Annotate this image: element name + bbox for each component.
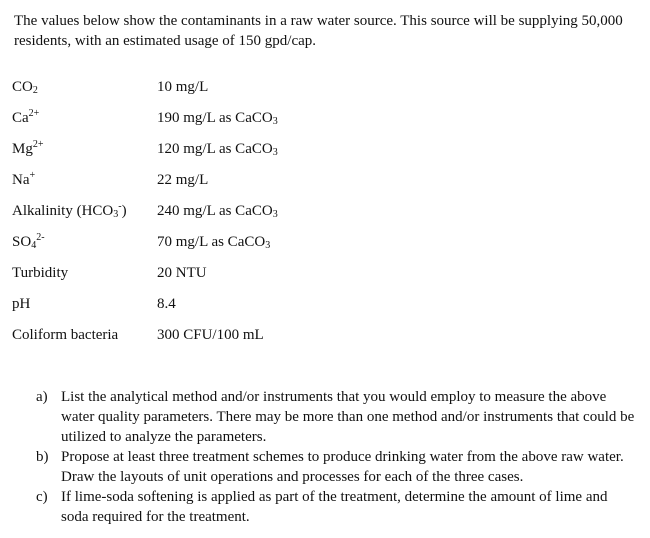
parameter-name-base: Mg: [12, 141, 33, 157]
parameter-name: [12, 108, 39, 128]
table-row: [12, 108, 412, 139]
parameter-name-tail: ): [121, 203, 127, 219]
parameter-value-main: 70 mg/L as CaCO: [157, 234, 266, 250]
question-marker: b): [36, 449, 49, 465]
parameter-value-main: 20 NTU: [157, 265, 207, 281]
parameter-value: [157, 294, 176, 314]
parameter-name-sup: -: [118, 201, 122, 212]
parameter-value: [157, 77, 208, 97]
question-list: [36, 387, 636, 527]
table-row: [12, 139, 412, 170]
parameter-name-sup: 2+: [28, 108, 40, 119]
parameter-value-sub: 3: [265, 240, 271, 251]
question-text: List the analytical method and/or instruments that you would employ to measure the above water quality parameters. There may be more than one method and/or instruments that could be utilized to analyze the parameters.: [61, 389, 635, 445]
parameter-value-main: 8.4: [157, 296, 176, 312]
intro-paragraph: The values below show the contaminants in a raw water source. This source will be supplying 50,000 residents, with an estimated usage of 150 gpd/cap.: [14, 13, 623, 49]
parameter-name: [12, 139, 43, 159]
parameter-value-main: 10 mg/L: [157, 79, 209, 95]
parameter-value: [157, 201, 278, 221]
parameter-name: [12, 325, 118, 345]
parameter-name-base: Na: [12, 172, 30, 188]
table-row: [12, 232, 412, 263]
parameter-name: [12, 232, 45, 252]
question-marker: a): [36, 389, 48, 405]
parameter-name: [12, 170, 35, 190]
contaminant-table: [12, 77, 412, 356]
parameter-name-base: Ca: [12, 110, 29, 126]
parameter-name-sup: +: [29, 170, 36, 181]
table-row: [12, 263, 412, 294]
parameter-name-sub: 2: [32, 85, 38, 96]
table-row: [12, 170, 412, 201]
parameter-value-main: 190 mg/L as CaCO: [157, 110, 273, 126]
parameter-name-base: CO: [12, 79, 33, 95]
parameter-value: [157, 263, 207, 283]
parameter-name: [12, 77, 38, 97]
table-row: [12, 77, 412, 108]
parameter-name-base: Alkalinity (HCO: [12, 203, 114, 219]
parameter-value: [157, 170, 208, 190]
parameter-name: [12, 294, 30, 314]
parameter-value-sub: 3: [272, 147, 278, 158]
parameter-value: [157, 139, 278, 159]
question-item: [36, 487, 636, 527]
question-item: [36, 387, 636, 447]
table-row: [12, 294, 412, 325]
parameter-name-sub: 3: [113, 209, 119, 220]
parameter-value-main: 240 mg/L as CaCO: [157, 203, 273, 219]
parameter-value: [157, 108, 278, 128]
parameter-value-sub: 3: [272, 116, 278, 127]
parameter-value-main: 120 mg/L as CaCO: [157, 141, 273, 157]
parameter-name-sup: 2-: [36, 232, 45, 243]
parameter-name: [12, 201, 127, 221]
parameter-value-main: 300 CFU/100 mL: [157, 327, 264, 343]
parameter-value-main: 22 mg/L: [157, 172, 209, 188]
parameter-name-base: pH: [12, 296, 31, 312]
parameter-name-base: SO: [12, 234, 32, 250]
parameter-value-sub: 3: [272, 209, 278, 220]
parameter-value: [157, 325, 264, 345]
parameter-name-sub: 4: [31, 240, 37, 251]
parameter-name: [12, 263, 68, 283]
question-item: [36, 447, 636, 487]
question-text: Propose at least three treatment schemes to produce drinking water from the above raw water. Draw the layouts of unit operations and processes for each of the three cases.: [61, 449, 624, 485]
table-row: [12, 201, 412, 232]
parameter-name-sup: 2+: [32, 139, 44, 150]
question-marker: c): [36, 489, 48, 505]
parameter-value: [157, 232, 270, 252]
question-text: If lime-soda softening is applied as part of the treatment, determine the amount of lime and soda required for the treatment.: [61, 489, 608, 525]
table-row: [12, 325, 412, 356]
parameter-name-base: Turbidity: [12, 265, 69, 281]
parameter-name-base: Coliform bacteria: [12, 327, 119, 343]
